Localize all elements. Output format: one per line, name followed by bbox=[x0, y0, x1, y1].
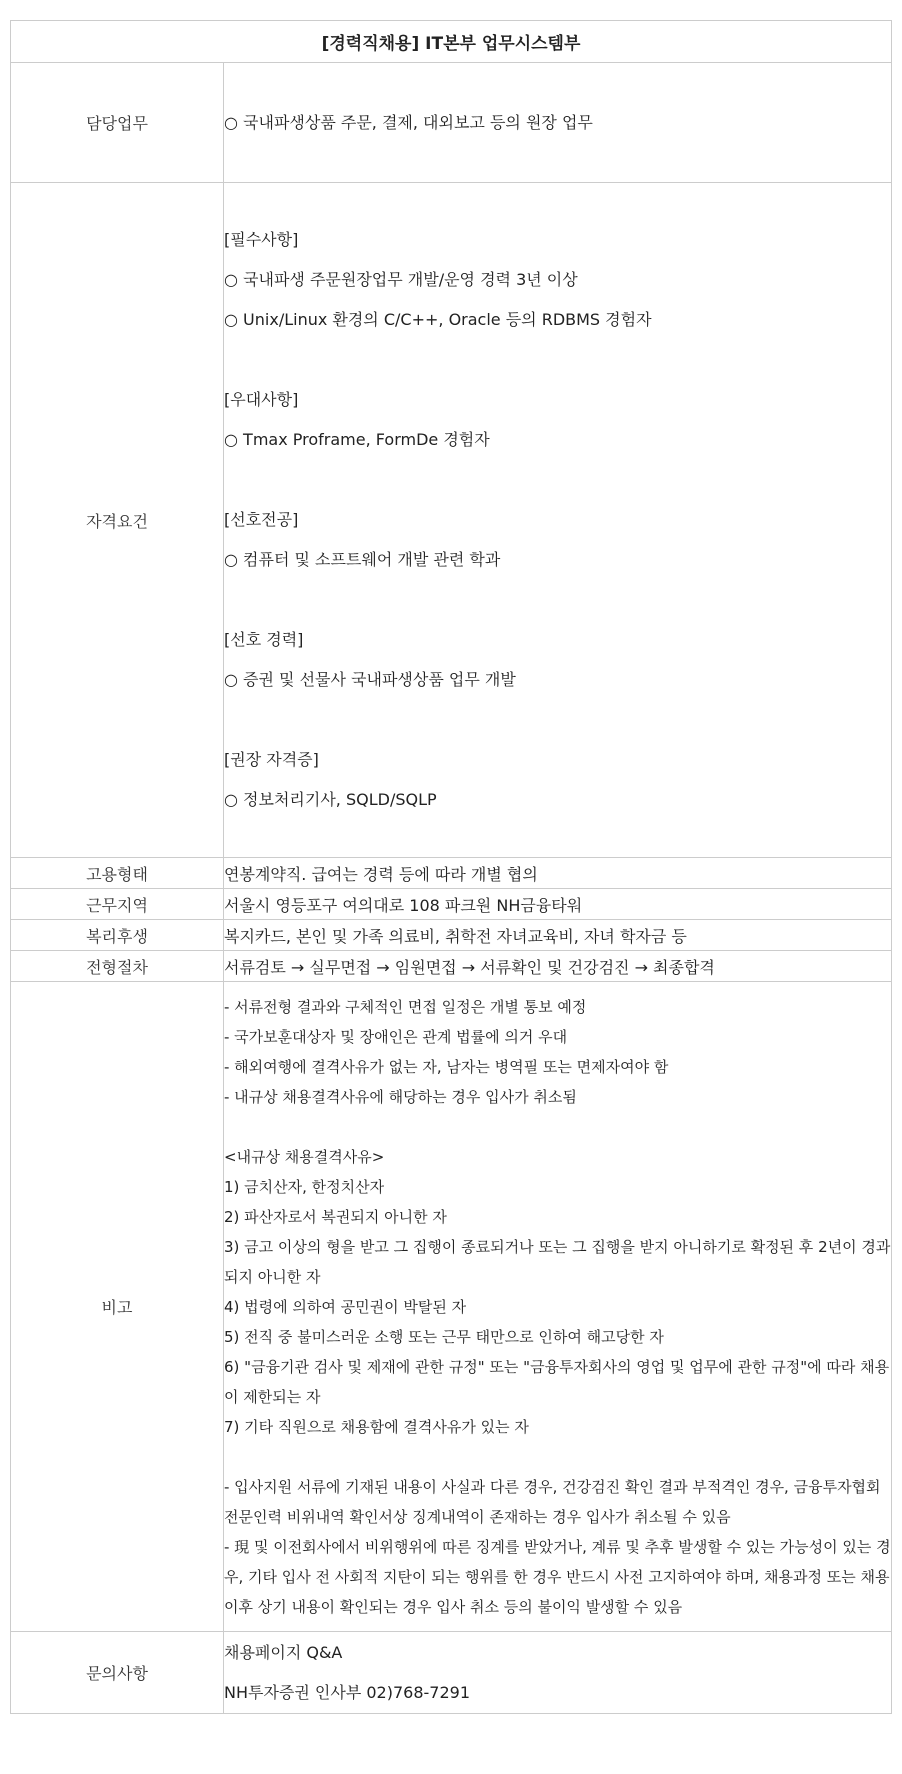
row-contact bbox=[11, 1632, 892, 1714]
row-label-remarks: 비고 bbox=[11, 982, 224, 1632]
process-text: 서류검토 → 실무면접 → 임원면접 → 서류확인 및 건강검진 → 최종합격 bbox=[224, 951, 892, 982]
career-title: [선호 경력] bbox=[224, 630, 304, 649]
row-qualifications bbox=[11, 183, 892, 858]
row-label-employment: 고용형태 bbox=[11, 858, 224, 889]
disqualification-item: 4) 법령에 의하여 공민권이 박탈된 자 bbox=[224, 1297, 467, 1316]
employment-text: 연봉계약직. 급여는 경력 등에 따라 개별 협의 bbox=[224, 858, 892, 889]
final-notice: - 입사지원 서류에 기재된 내용이 사실과 다른 경우, 건강검진 확인 결과 부적격인 경우, 금융투자협회 전문인력 비위내역 확인서상 징계내역이 존재하는 경우 입사가 취소될 수 있음 bbox=[224, 1477, 881, 1526]
contact-qa-link[interactable]: 채용페이지 Q&A bbox=[224, 1642, 343, 1662]
row-welfare bbox=[11, 920, 892, 951]
row-process bbox=[11, 951, 892, 982]
row-content-duty bbox=[224, 63, 892, 183]
remark-note: - 서류전형 결과와 구체적인 면접 일정은 개별 통보 예정 bbox=[224, 997, 587, 1016]
cert-title: [권장 자격증] bbox=[224, 750, 319, 769]
contact-phone: NH투자증권 인사부 02)768-7291 bbox=[224, 1682, 470, 1702]
cert-item: ○ 정보처리기사, SQLD/SQLP bbox=[224, 790, 437, 809]
disqualification-item: 7) 기타 직원으로 채용함에 결격사유가 있는 자 bbox=[224, 1417, 529, 1436]
disqualification-item: 3) 금고 이상의 형을 받고 그 집행이 종료되거나 또는 그 집행을 받지 아니하기로 확정된 후 2년이 경과되지 아니한 자 bbox=[224, 1237, 891, 1286]
title-row bbox=[11, 21, 892, 63]
final-notice: - 現 및 이전회사에서 비위행위에 따른 징계를 받았거나, 계류 및 추후 발생할 수 있는 가능성이 있는 경우, 기타 입사 전 사회적 지탄이 되는 행위를 한 경우 반드시 사전 고지하여야 하며, 채용과정 또는 채용 이후 상기 내용이 확인되는 경우 입사 취소 등의 불이익 발생할 수 있음 bbox=[224, 1537, 891, 1616]
required-item: ○ 국내파생 주문원장업무 개발/운영 경력 3년 이상 bbox=[224, 270, 578, 289]
row-remarks bbox=[11, 982, 892, 1632]
disqualification-item: 2) 파산자로서 복권되지 아니한 자 bbox=[224, 1207, 447, 1226]
required-title: [필수사항] bbox=[224, 230, 299, 249]
row-location bbox=[11, 889, 892, 920]
duty-text: ○ 국내파생상품 주문, 결제, 대외보고 등의 원장 업무 bbox=[224, 112, 593, 132]
required-item: ○ Unix/Linux 환경의 C/C++, Oracle 등의 RDBMS 경험자 bbox=[224, 310, 652, 329]
row-content-remarks bbox=[224, 982, 892, 1632]
remark-note: - 해외여행에 결격사유가 없는 자, 남자는 병역필 또는 면제자여야 함 bbox=[224, 1057, 669, 1076]
disqualification-item: 5) 전직 중 불미스러운 소행 또는 근무 태만으로 인하여 해고당한 자 bbox=[224, 1327, 664, 1346]
row-label-process: 전형절차 bbox=[11, 951, 224, 982]
row-label-welfare: 복리후생 bbox=[11, 920, 224, 951]
row-label-qualifications: 자격요건 bbox=[11, 183, 224, 858]
welfare-text: 복지카드, 본인 및 가족 의료비, 취학전 자녀교육비, 자녀 학자금 등 bbox=[224, 920, 892, 951]
preferred-title: [우대사항] bbox=[224, 390, 299, 409]
row-content-contact bbox=[224, 1632, 892, 1714]
remark-note: - 국가보훈대상자 및 장애인은 관계 법률에 의거 우대 bbox=[224, 1027, 568, 1046]
row-employment bbox=[11, 858, 892, 889]
row-content-qualifications bbox=[224, 183, 892, 858]
disqualification-item: 1) 금치산자, 한정치산자 bbox=[224, 1177, 385, 1196]
location-text: 서울시 영등포구 여의대로 108 파크원 NH금융타워 bbox=[224, 889, 892, 920]
disqualification-item: 6) "금융기관 검사 및 제재에 관한 규정" 또는 "금융투자회사의 영업 및 업무에 관한 규정"에 따라 채용이 제한되는 자 bbox=[224, 1357, 890, 1406]
row-label-contact: 문의사항 bbox=[11, 1632, 224, 1714]
career-item: ○ 증권 및 선물사 국내파생상품 업무 개발 bbox=[224, 670, 516, 689]
remark-note: - 내규상 채용결격사유에 해당하는 경우 입사가 취소됨 bbox=[224, 1087, 577, 1106]
preferred-item: ○ Tmax Proframe, FormDe 경험자 bbox=[224, 430, 490, 449]
major-item: ○ 컴퓨터 및 소프트웨어 개발 관련 학과 bbox=[224, 550, 501, 569]
row-duty bbox=[11, 63, 892, 183]
posting-title: [경력직채용] IT본부 업무시스템부 bbox=[11, 21, 892, 63]
disqualification-title: <내규상 채용결격사유> bbox=[224, 1147, 385, 1166]
job-posting-table bbox=[10, 20, 892, 1714]
row-label-duty: 담당업무 bbox=[11, 63, 224, 183]
major-title: [선호전공] bbox=[224, 510, 299, 529]
row-label-location: 근무지역 bbox=[11, 889, 224, 920]
